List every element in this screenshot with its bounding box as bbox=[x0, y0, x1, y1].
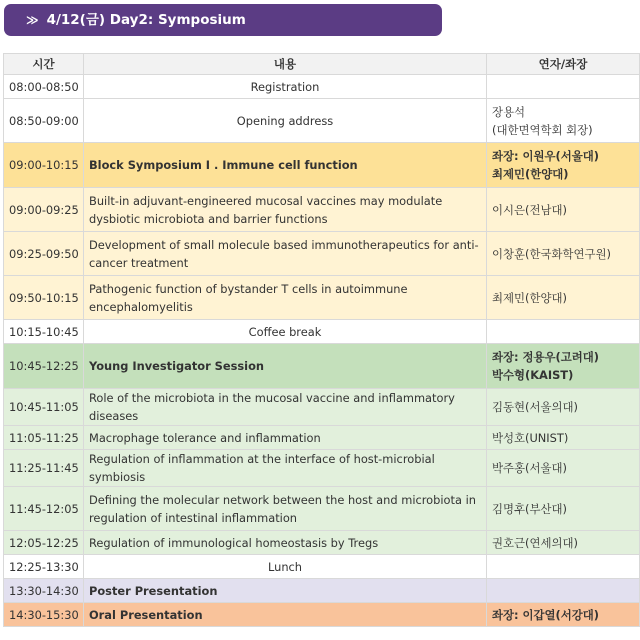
time-cell: 11:05-11:25 bbox=[4, 426, 84, 450]
time-cell: 08:50-09:00 bbox=[4, 99, 84, 143]
schedule-row-registration bbox=[4, 75, 640, 99]
chair-name: 최제민(한양대) bbox=[492, 167, 569, 181]
content-cell: Opening address bbox=[84, 99, 487, 143]
day-banner bbox=[4, 4, 442, 36]
talk-title: Defining the molecular network between the host and microbiota in regulation of intestinal inflammation bbox=[84, 487, 487, 531]
talk-row bbox=[4, 232, 640, 276]
time-cell: 09:50-10:15 bbox=[4, 276, 84, 320]
speaker-cell bbox=[487, 320, 640, 344]
schedule-row-coffee-break bbox=[4, 320, 640, 344]
talk-title: Macrophage tolerance and inflammation bbox=[84, 426, 487, 450]
session-title: Young Investigator Session bbox=[84, 344, 487, 389]
header-content: 내용 bbox=[84, 54, 487, 75]
talk-title: Role of the microbiota in the mucosal vaccine and inflammatory diseases bbox=[84, 389, 487, 426]
speaker-cell: 최제민(한양대) bbox=[487, 276, 640, 320]
time-cell: 12:25-13:30 bbox=[4, 555, 84, 579]
speaker-cell: 김명후(부산대) bbox=[487, 487, 640, 531]
chair-cell bbox=[487, 344, 640, 389]
talk-row bbox=[4, 276, 640, 320]
session-title: Block Symposium I . Immune cell function bbox=[84, 143, 487, 188]
talk-title: Development of small molecule based immunotherapeutics for anti-cancer treatment bbox=[84, 232, 487, 276]
time-cell: 10:45-12:25 bbox=[4, 344, 84, 389]
chair-cell: 좌장: 이갑열(서강대) bbox=[487, 603, 640, 627]
time-cell: 09:00-09:25 bbox=[4, 188, 84, 232]
schedule-row-lunch bbox=[4, 555, 640, 579]
talk-row bbox=[4, 450, 640, 487]
talk-row bbox=[4, 487, 640, 531]
speaker-cell bbox=[487, 99, 640, 143]
header-time: 시간 bbox=[4, 54, 84, 75]
time-cell: 10:45-11:05 bbox=[4, 389, 84, 426]
talk-title: Built-in adjuvant-engineered mucosal vaccines may modulate dysbiotic microbiota and barrier functions bbox=[84, 188, 487, 232]
time-cell: 14:30-15:30 bbox=[4, 603, 84, 627]
chair-name: 좌장: 이원우(서울대) bbox=[492, 149, 599, 163]
talk-title: Regulation of immunological homeostasis by Tregs bbox=[84, 531, 487, 555]
speaker-cell: 권호근(연세의대) bbox=[487, 531, 640, 555]
table-header-row bbox=[4, 54, 640, 75]
talk-title: Pathogenic function of bystander T cells in autoimmune encephalomyelitis bbox=[84, 276, 487, 320]
content-cell: Coffee break bbox=[84, 320, 487, 344]
schedule-row-opening bbox=[4, 99, 640, 143]
session-title: Poster Presentation bbox=[84, 579, 487, 603]
talk-row bbox=[4, 531, 640, 555]
time-cell: 09:25-09:50 bbox=[4, 232, 84, 276]
time-cell: 12:05-12:25 bbox=[4, 531, 84, 555]
session-header-poster bbox=[4, 579, 640, 603]
session-header-block-symposium bbox=[4, 143, 640, 188]
chair-name: 박수형(KAIST) bbox=[492, 368, 574, 382]
double-chevron-icon: ≫ bbox=[26, 13, 39, 27]
speaker-cell bbox=[487, 75, 640, 99]
header-speaker: 연자/좌장 bbox=[487, 54, 640, 75]
talk-row bbox=[4, 188, 640, 232]
chair-cell bbox=[487, 143, 640, 188]
speaker-cell: 이창훈(한국화학연구원) bbox=[487, 232, 640, 276]
chair-name: 좌장: 정용우(고려대) bbox=[492, 350, 599, 364]
time-cell: 09:00-10:15 bbox=[4, 143, 84, 188]
banner-title: 4/12(금) Day2: Symposium bbox=[46, 12, 246, 28]
content-cell: Registration bbox=[84, 75, 487, 99]
time-cell: 11:45-12:05 bbox=[4, 487, 84, 531]
speaker-name: 장용석 bbox=[492, 104, 526, 119]
speaker-cell bbox=[487, 579, 640, 603]
time-cell: 11:25-11:45 bbox=[4, 450, 84, 487]
content-cell: Lunch bbox=[84, 555, 487, 579]
session-header-oral bbox=[4, 603, 640, 627]
session-title: Oral Presentation bbox=[84, 603, 487, 627]
time-cell: 08:00-08:50 bbox=[4, 75, 84, 99]
time-cell: 10:15-10:45 bbox=[4, 320, 84, 344]
speaker-cell: 김동현(서울의대) bbox=[487, 389, 640, 426]
talk-row bbox=[4, 426, 640, 450]
speaker-cell: 박성호(UNIST) bbox=[487, 426, 640, 450]
speaker-cell bbox=[487, 555, 640, 579]
speaker-affiliation: (대한면역학회 회장) bbox=[492, 122, 593, 137]
talk-title: Regulation of inflammation at the interface of host-microbial symbiosis bbox=[84, 450, 487, 487]
speaker-cell: 이시은(전남대) bbox=[487, 188, 640, 232]
schedule-table bbox=[3, 53, 640, 627]
talk-row bbox=[4, 389, 640, 426]
session-header-young-investigator bbox=[4, 344, 640, 389]
time-cell: 13:30-14:30 bbox=[4, 579, 84, 603]
speaker-cell: 박주홍(서울대) bbox=[487, 450, 640, 487]
